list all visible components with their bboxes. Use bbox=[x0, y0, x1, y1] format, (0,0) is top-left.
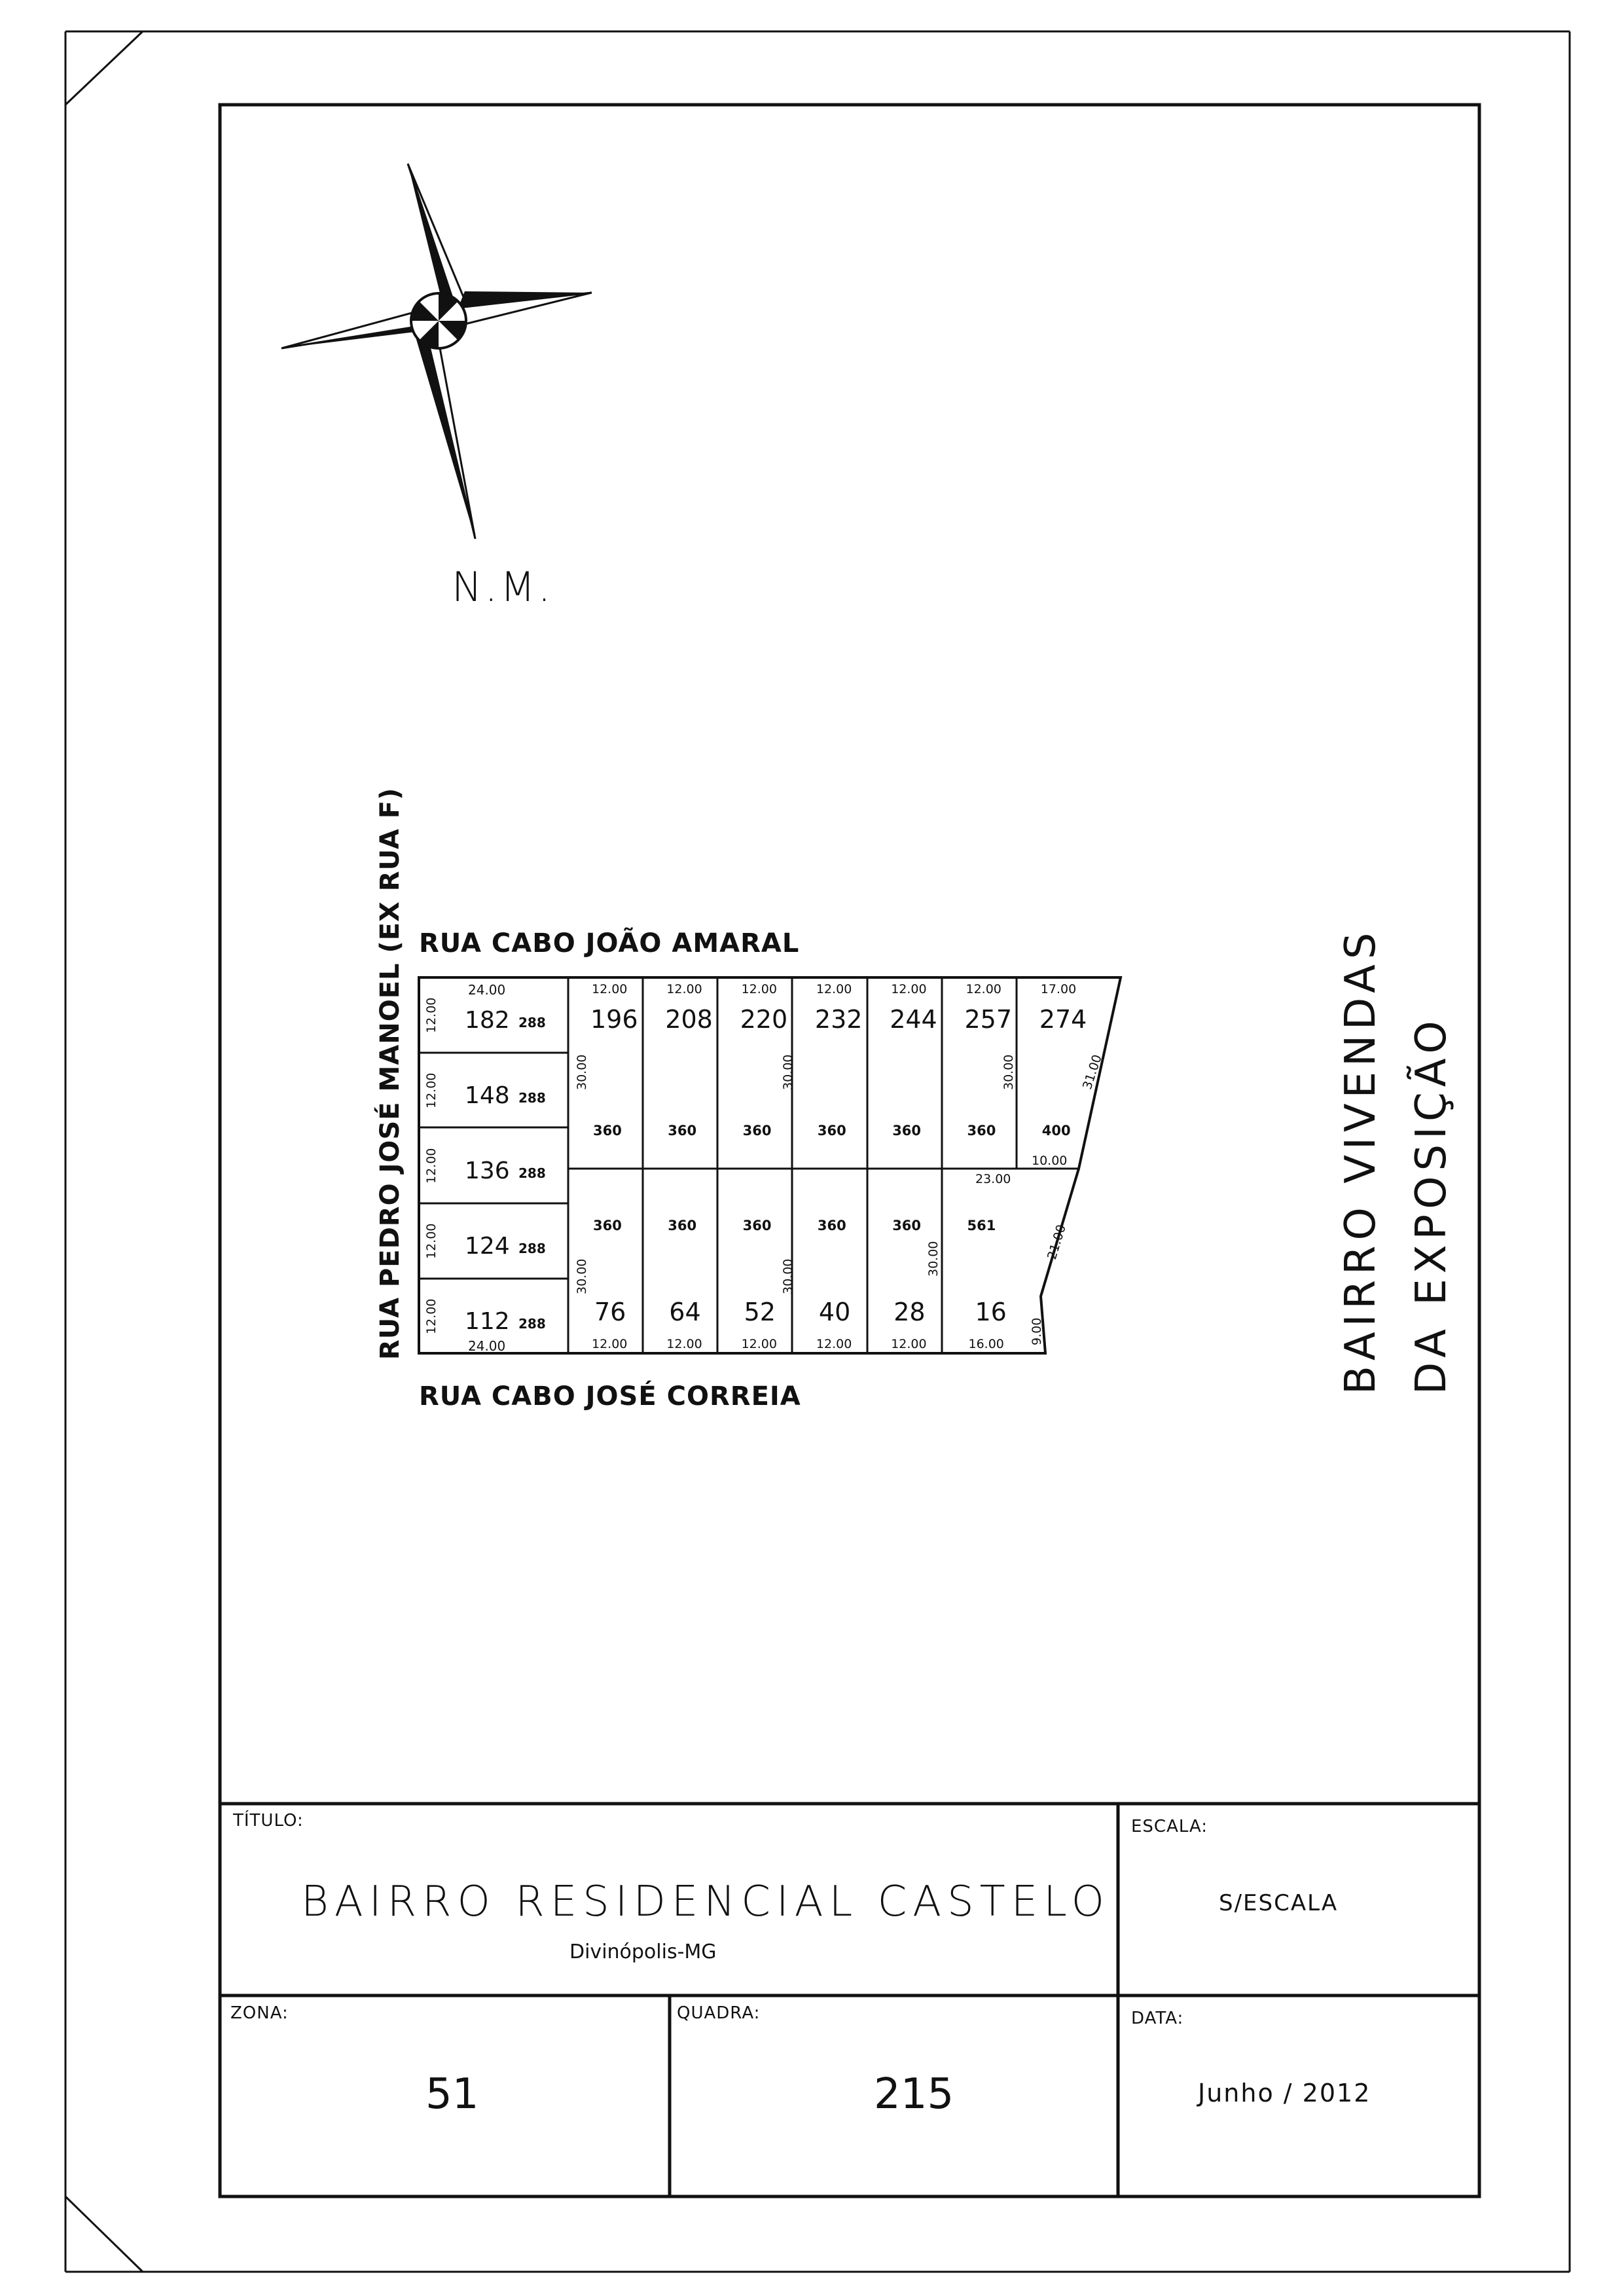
street-south: RUA CABO JOSÉ CORREIA bbox=[419, 1381, 801, 1412]
street-west: RUA PEDRO JOSÉ MANOEL (EX RUA F) bbox=[375, 787, 405, 1360]
west-lot-area: 288 bbox=[518, 1316, 546, 1332]
west-lot-number: 124 bbox=[465, 1233, 510, 1260]
west-lot-depth: 12.00 bbox=[424, 997, 439, 1033]
street-north: RUA CABO JOÃO AMARAL bbox=[419, 928, 800, 958]
north-lot-area: 360 bbox=[967, 1123, 996, 1139]
west-lot-number: 182 bbox=[465, 1007, 510, 1034]
north-lot-front: 12.00 bbox=[816, 982, 852, 996]
compass-label: N.M. bbox=[452, 563, 554, 611]
titulo-label: TÍTULO: bbox=[233, 1811, 304, 1831]
south-lot-area: 360 bbox=[593, 1218, 622, 1233]
north-lot-number: 196 bbox=[590, 1005, 638, 1034]
south-lot-area: 360 bbox=[742, 1218, 772, 1233]
north-lot-number: 274 bbox=[1039, 1005, 1087, 1034]
north-lot-front: 12.00 bbox=[741, 982, 777, 996]
south-lot-area: 360 bbox=[817, 1218, 846, 1233]
lot16-top: 23.00 bbox=[975, 1172, 1011, 1186]
north-lot-number: 208 bbox=[665, 1005, 713, 1034]
east-top-side: 31.00 bbox=[1080, 1053, 1105, 1091]
title-block-lines bbox=[220, 1804, 1479, 2196]
west-lot-number: 112 bbox=[465, 1308, 510, 1335]
south-lot-area: 360 bbox=[892, 1218, 922, 1233]
north-lot-number: 244 bbox=[890, 1005, 937, 1034]
west-lot-depth: 12.00 bbox=[424, 1298, 439, 1334]
escala-value: S/ESCALA bbox=[1219, 1890, 1339, 1916]
north-lot-area: 360 bbox=[668, 1123, 697, 1139]
north-lot-area: 360 bbox=[817, 1123, 846, 1139]
west-lot-area: 288 bbox=[518, 1165, 546, 1181]
east-bottom-side: 21.00 bbox=[1045, 1222, 1069, 1262]
west-lot-number: 136 bbox=[465, 1157, 510, 1184]
west-lot-area: 288 bbox=[518, 1090, 546, 1106]
north-lot-number: 257 bbox=[964, 1005, 1013, 1034]
south-lot-area: 561 bbox=[967, 1218, 996, 1233]
quadra-label: QUADRA: bbox=[677, 2003, 761, 2023]
east-mid-width: 10.00 bbox=[1032, 1154, 1068, 1168]
south-lot-front: 12.00 bbox=[816, 1337, 852, 1351]
south-lot-number: 40 bbox=[818, 1298, 851, 1326]
zona-label: ZONA: bbox=[230, 2003, 289, 2023]
east-bottom-edge: 9.00 bbox=[1030, 1317, 1044, 1345]
north-lot-front: 12.00 bbox=[891, 982, 927, 996]
north-lot-area: 400 bbox=[1041, 1123, 1071, 1139]
depth-south-5: 30.00 bbox=[926, 1241, 941, 1277]
west-lot-number: 148 bbox=[465, 1082, 510, 1109]
west-lot-depth: 12.00 bbox=[424, 1072, 439, 1108]
zona-value: 51 bbox=[425, 2070, 479, 2119]
north-lot-front: 12.00 bbox=[592, 982, 628, 996]
depth-north-6: 30.00 bbox=[1001, 1054, 1016, 1090]
cidade-value: Divinópolis-MG bbox=[569, 1941, 717, 1963]
west-lot-depth: 12.00 bbox=[424, 1148, 439, 1184]
north-lot-front: 12.00 bbox=[965, 982, 1001, 996]
south-lot-number: 76 bbox=[594, 1298, 626, 1326]
depth-south-4: 30.00 bbox=[781, 1258, 795, 1294]
south-lot-number: 16 bbox=[975, 1298, 1007, 1326]
south-lot-front: 16.00 bbox=[968, 1337, 1004, 1351]
neighborhood-line-1: BAIRRO VIVENDAS bbox=[1337, 927, 1385, 1394]
neighborhood-line-2: DA EXPOSIÇÃO bbox=[1407, 1015, 1456, 1394]
west-lot-area: 288 bbox=[518, 1015, 546, 1030]
north-lot-number: 220 bbox=[740, 1005, 788, 1034]
north-lot-front: 17.00 bbox=[1040, 982, 1077, 996]
west-bottom-width: 24.00 bbox=[468, 1338, 506, 1354]
north-arrow-icon bbox=[281, 164, 592, 539]
south-lot-number: 52 bbox=[744, 1298, 776, 1326]
depth-north-1: 30.00 bbox=[575, 1054, 589, 1090]
south-lot-number: 28 bbox=[893, 1298, 926, 1326]
data-label: DATA: bbox=[1131, 2009, 1184, 2028]
south-lot-number: 64 bbox=[669, 1298, 701, 1326]
depth-south-1: 30.00 bbox=[575, 1258, 589, 1294]
south-lot-front: 12.00 bbox=[891, 1337, 927, 1351]
north-lot-area: 360 bbox=[593, 1123, 622, 1139]
north-lot-area: 360 bbox=[742, 1123, 772, 1139]
depth-north-3: 30.00 bbox=[781, 1054, 795, 1090]
south-lot-area: 360 bbox=[668, 1218, 697, 1233]
north-lot-front: 12.00 bbox=[666, 982, 702, 996]
quadra-value: 215 bbox=[874, 2070, 954, 2119]
neighborhood-label bbox=[1326, 927, 1467, 1394]
south-lot-front: 12.00 bbox=[741, 1337, 777, 1351]
north-lot-area: 360 bbox=[892, 1123, 922, 1139]
south-lot-front: 12.00 bbox=[592, 1337, 628, 1351]
west-lot-depth: 12.00 bbox=[424, 1223, 439, 1259]
west-lot-area: 288 bbox=[518, 1241, 546, 1256]
escala-label: ESCALA: bbox=[1131, 1817, 1208, 1836]
west-top-width: 24.00 bbox=[468, 982, 506, 998]
north-lot-number: 232 bbox=[814, 1005, 863, 1034]
data-value: Junho / 2012 bbox=[1198, 2079, 1371, 2107]
titulo-value: BAIRRO RESIDENCIAL CASTELO bbox=[301, 1878, 1110, 1926]
south-lot-front: 12.00 bbox=[666, 1337, 702, 1351]
